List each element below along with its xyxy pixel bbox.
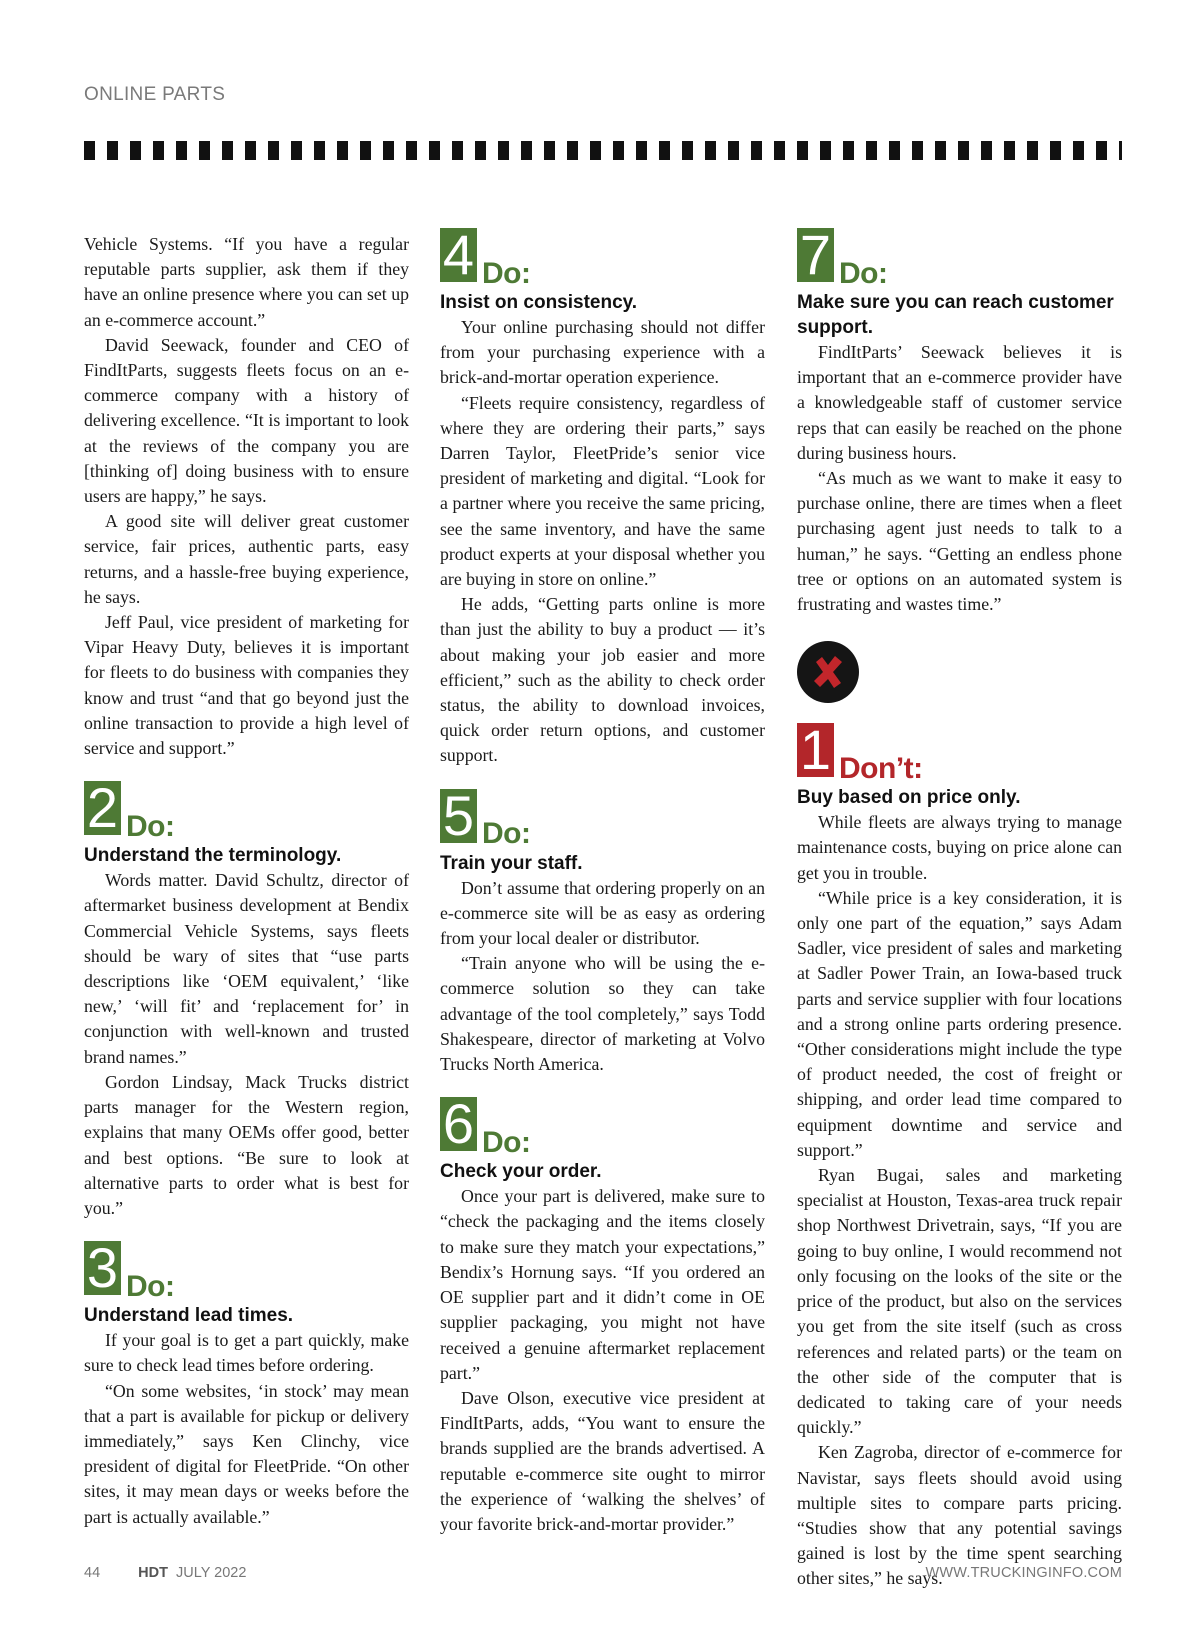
do-tip-2 — [84, 776, 409, 1221]
body-paragraph: Don’t assume that ordering properly on an e-commerce site will be as easy as ordering from your local dealer or distributor. — [440, 877, 765, 949]
tip-title: Buy based on price only. — [797, 787, 1021, 809]
do-tip-4 — [440, 223, 765, 769]
body-paragraph: Dave Olson, executive vice president at FindItParts, adds, “You want to ensure the brands supplied are the brands advertised. A reputable e-commerce site ought to mirror the experience of ‘walking the shelves’ of your favorite brick-and-mortar provider.” — [440, 1387, 765, 1534]
do-tip-3 — [84, 1236, 409, 1530]
tip-heading — [440, 1092, 765, 1160]
column-1 — [84, 232, 409, 1530]
tip-number-box: 5 — [440, 789, 477, 843]
do-label: Do: — [482, 1126, 531, 1160]
tip-number-box: 6 — [440, 1097, 477, 1151]
tip-title: Insist on consistency. — [440, 292, 638, 313]
dont-tip-1 — [797, 718, 1122, 1591]
body-paragraph: While fleets are always trying to manage maintenance costs, buying on price alone can get you in trouble. — [797, 812, 1122, 883]
section-label: ONLINE PARTS — [84, 84, 226, 105]
checkered-divider — [84, 141, 1122, 160]
tip-number-box: 2 — [84, 781, 121, 835]
red-x-icon — [797, 641, 859, 703]
tip-title: Train your staff. — [440, 852, 583, 874]
body-paragraph: He adds, “Getting parts online is more than just the ability to buy a product — it’s about making your job easier and more efficient,” such as the ability to check order status, the ability to download invoices, quick order return options, and customer support. — [440, 594, 765, 766]
body-paragraph: FindItParts’ Seewack believes it is important that an e-commerce provider have a knowledgeable staff of customer service reps that can easily be reached on the phone during business hours. — [797, 342, 1122, 463]
tip-heading — [84, 1236, 409, 1303]
do-label: Do: — [482, 817, 531, 851]
do-label: Do: — [839, 256, 888, 290]
body-paragraph: Words matter. David Schultz, director of aftermarket business development at Bendix Commercial Vehicle Systems, says fleets should be wary of sites that “use parts descriptions like ‘OEM equivalent,’ ‘like new,’ ‘will fit’ and ‘replacement for’ in conjunction with well-known and trusted brand names.” — [84, 870, 409, 1067]
tip-number-box: 7 — [797, 228, 834, 282]
column-2 — [440, 223, 765, 1537]
body-paragraph: Once your part is delivered, make sure to “check the packaging and the items closely to make sure they match your expectations,” Bendix’s Hornung says. “If you ordered an OE supplier part and it didn’t come in OE supplier packaging, you might not have received a genuine aftermarket replacement part.” — [440, 1186, 765, 1383]
issue-date: JULY 2022 — [176, 1565, 247, 1581]
body-paragraph: Vehicle Systems. “If you have a regular reputable parts supplier, ask them if they have an online presence where you can set up an e-commerce account.” — [84, 234, 409, 330]
tip-title: Make sure you can reach customer support. — [797, 292, 1114, 338]
do-tip-5 — [440, 783, 765, 1078]
do-label: Do: — [126, 810, 175, 844]
body-paragraph: Ryan Bugai, sales and marketing specialist at Houston, Texas-area truck repair shop Northwest Drivetrain, says, “If you are going to buy online, I would recommend not only focusing on the looks of the site or the price of the product, but also on the services you get from the site itself (such as cross references and related parts) or the team on the other side of the computer that is dedicated to taking care of your needs quickly.” — [797, 1165, 1122, 1438]
magazine-name: HDT — [138, 1565, 168, 1581]
do-tip-6 — [440, 1092, 765, 1537]
do-label: Do: — [482, 256, 531, 290]
body-paragraph: “Fleets require consistency, regardless of where they are ordering their parts,” says Darren Taylor, FleetPride’s senior vice president of marketing and digital. “Look for a partner where you receive the same pricing, see the same inventory, and have the same product experts at your disposal whether you are buying in store on online.” — [440, 392, 765, 590]
tip-title: Check your order. — [440, 1161, 602, 1183]
tip-heading — [440, 223, 765, 290]
body-paragraph: A good site will deliver great customer service, fair prices, authentic parts, easy returns, and a hassle-free buying experience, he says. — [84, 511, 409, 607]
body-paragraph: Jeff Paul, vice president of marketing for Vipar Heavy Duty, believes it is important for fleets to do business with companies they know and trust “and that go beyond just the online transaction to provide a high level of service and support.” — [84, 612, 409, 759]
column-3 — [797, 223, 1122, 1592]
body-paragraph: If your goal is to get a part quickly, make sure to check lead times before ordering. — [84, 1330, 409, 1376]
tip-title: Understand lead times. — [84, 1305, 294, 1327]
body-paragraph: “As much as we want to make it easy to purchase online, there are times when a fleet purchasing agent just needs to talk to a human,” he says. “Getting an endless phone tree or options on an automated system is frustrating and wastes time.” — [797, 468, 1122, 615]
body-paragraph: Ken Zagroba, director of e-commerce for Navistar, says fleets should avoid using multiple sites to compare parts pricing. “Studies show that any potential savings gained is lost by the time spent searching other sites,” he says. — [797, 1442, 1122, 1589]
body-paragraph: Your online purchasing should not differ from your purchasing experience with a brick-and-mortar operation experience. — [440, 317, 765, 388]
tip-title: Understand the terminology. — [84, 845, 342, 867]
tip-heading — [797, 718, 1122, 786]
page-number: 44 — [84, 1565, 101, 1581]
do-tip-7 — [797, 223, 1122, 617]
body-paragraph: Gordon Lindsay, Mack Trucks district parts manager for the Western region, explains that many OEMs offer good, better and best options. “Be sure to look at alternative parts to order what is best for you.” — [84, 1071, 409, 1218]
tip-number-box: 1 — [797, 723, 834, 777]
dont-label: Don’t: — [839, 752, 923, 786]
body-paragraph: “Train anyone who will be using the e-commerce solution so they can take advantage of the tool completely,” says Todd Shakespeare, director of marketing at Volvo Trucks North America. — [440, 953, 765, 1075]
tip-number-box: 3 — [84, 1241, 121, 1295]
body-paragraph: “While price is a key consideration, it is only one part of the equation,” says Adam Sadler, vice president of sales and marketing at Sadler Power Train, an Iowa-based truck parts and service supplier with four locations and a strong online parts ordering presence. “Other considerations might include the type of product needed, the cost of freight or shipping, and order lead time compared to equipment downtime and service and support.” — [797, 887, 1122, 1160]
body-paragraph: David Seewack, founder and CEO of FindItParts, suggests fleets focus on an e-commerce company with a history of delivering excellence. “It is important to look at the reviews of the company you are [thinking of] doing business with to ensure users are happy,” he says. — [84, 334, 409, 507]
tip-number-box: 4 — [440, 228, 477, 282]
tip-heading — [84, 776, 409, 844]
tip-heading — [797, 223, 1122, 290]
footer-left — [84, 1565, 246, 1581]
body-paragraph: “On some websites, ‘in stock’ may mean that a part is available for pickup or delivery immediately,” says Ken Clinchy, vice president of digital for FleetPride. “On other sites, it may mean days or weeks before the part is actually available.” — [84, 1380, 409, 1527]
do-label: Do: — [126, 1269, 175, 1303]
tip-heading — [440, 783, 765, 851]
website-url: WWW.TRUCKINGINFO.COM — [925, 1565, 1122, 1581]
